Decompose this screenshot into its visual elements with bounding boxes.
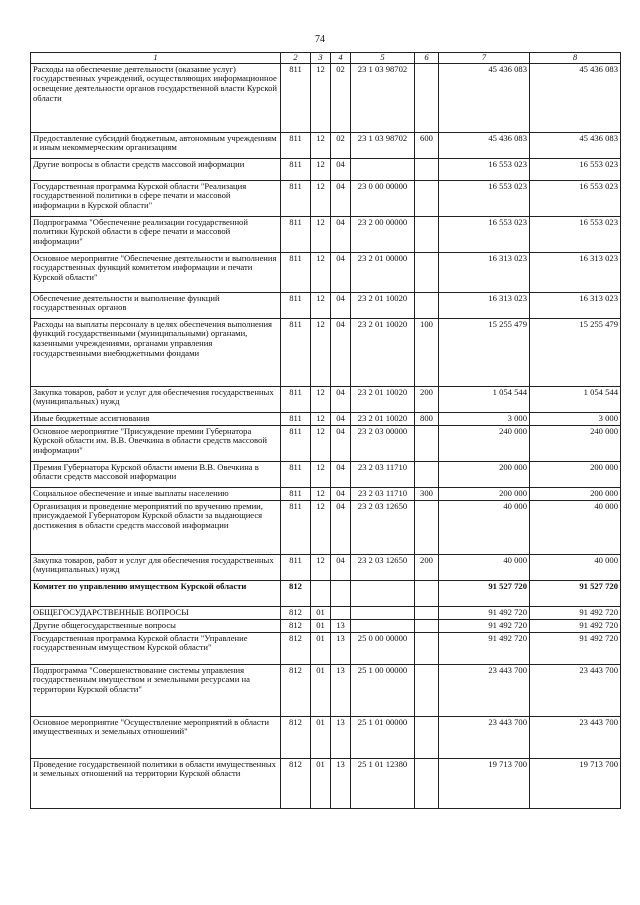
table-row xyxy=(31,487,621,500)
row-name: ОБЩЕГОСУДАРСТВЕННЫЕ ВОПРОСЫ xyxy=(31,606,281,619)
row-amount-year2: 91 492 720 xyxy=(530,606,621,619)
table-row xyxy=(31,716,621,758)
row-name: Социальное обеспечение и иные выплаты населению xyxy=(31,487,281,500)
row-amount-year1: 200 000 xyxy=(439,461,530,487)
table-row xyxy=(31,318,621,386)
table-row xyxy=(31,500,621,554)
page-number: 74 xyxy=(315,34,325,45)
row-amount-year2: 23 443 700 xyxy=(530,716,621,758)
row-ved-code: 811 xyxy=(281,425,311,461)
row-expense-type xyxy=(415,292,439,318)
row-subsection-code: 04 xyxy=(331,461,351,487)
row-name: Подпрограмма "Совершенствование системы управления государственным имуществом и земельными ресурсами на территории Курской области" xyxy=(31,664,281,716)
row-target-article: 23 2 03 11710 xyxy=(351,487,415,500)
table-row xyxy=(31,132,621,158)
row-section-code: 01 xyxy=(311,664,331,716)
row-subsection-code: 04 xyxy=(331,318,351,386)
row-amount-year2: 200 000 xyxy=(530,487,621,500)
row-name: Основное мероприятие "Присуждение премии Губернатора Курской области им. В.В. Овечкина в области средств массовой информации" xyxy=(31,425,281,461)
row-subsection-code: 04 xyxy=(331,216,351,252)
row-target-article: 23 1 03 98702 xyxy=(351,132,415,158)
row-ved-code: 812 xyxy=(281,716,311,758)
column-header: 8 xyxy=(530,53,621,64)
row-ved-code: 812 xyxy=(281,619,311,632)
row-subsection-code: 04 xyxy=(331,554,351,580)
row-name: Другие вопросы в области средств массовой информации xyxy=(31,158,281,180)
row-section-code: 12 xyxy=(311,132,331,158)
row-subsection-code: 04 xyxy=(331,292,351,318)
row-amount-year1: 23 443 700 xyxy=(439,664,530,716)
row-ved-code: 812 xyxy=(281,664,311,716)
row-amount-year2: 16 553 023 xyxy=(530,158,621,180)
row-name: Основное мероприятие "Осуществление мероприятий в области имущественных и земельных отношений" xyxy=(31,716,281,758)
row-section-code xyxy=(311,580,331,606)
row-subsection-code: 04 xyxy=(331,386,351,412)
row-subsection-code xyxy=(331,580,351,606)
row-ved-code: 811 xyxy=(281,318,311,386)
row-section-code: 12 xyxy=(311,461,331,487)
row-amount-year1: 40 000 xyxy=(439,554,530,580)
row-subsection-code: 13 xyxy=(331,619,351,632)
row-name: Комитет по управлению имуществом Курской области xyxy=(31,580,281,606)
row-amount-year2: 1 054 544 xyxy=(530,386,621,412)
row-expense-type xyxy=(415,632,439,664)
row-expense-type xyxy=(415,252,439,292)
row-section-code: 12 xyxy=(311,554,331,580)
row-target-article: 25 1 01 12380 xyxy=(351,758,415,808)
row-section-code: 12 xyxy=(311,412,331,425)
row-expense-type xyxy=(415,461,439,487)
column-header: 2 xyxy=(281,53,311,64)
row-expense-type xyxy=(415,63,439,132)
row-ved-code: 811 xyxy=(281,554,311,580)
row-amount-year2: 3 000 xyxy=(530,412,621,425)
row-subsection-code: 13 xyxy=(331,758,351,808)
row-amount-year2: 16 313 023 xyxy=(530,252,621,292)
row-target-article: 25 1 01 00000 xyxy=(351,716,415,758)
row-amount-year1: 16 553 023 xyxy=(439,216,530,252)
row-section-code: 01 xyxy=(311,716,331,758)
row-ved-code: 812 xyxy=(281,606,311,619)
row-name: Другие общегосударственные вопросы xyxy=(31,619,281,632)
row-expense-type: 300 xyxy=(415,487,439,500)
row-expense-type xyxy=(415,500,439,554)
row-subsection-code xyxy=(331,606,351,619)
row-amount-year2: 40 000 xyxy=(530,500,621,554)
row-ved-code: 811 xyxy=(281,252,311,292)
row-amount-year2: 15 255 479 xyxy=(530,318,621,386)
row-subsection-code: 13 xyxy=(331,664,351,716)
column-header: 1 xyxy=(31,53,281,64)
row-amount-year1: 91 492 720 xyxy=(439,632,530,664)
row-name: Основное мероприятие "Обеспечение деятельности и выполнения государственных функций комитетом информации и печати Курской области" xyxy=(31,252,281,292)
row-section-code: 12 xyxy=(311,386,331,412)
row-name: Проведение государственной политики в области имущественных и земельных отношений на территории Курской области xyxy=(31,758,281,808)
row-ved-code: 811 xyxy=(281,63,311,132)
row-subsection-code: 13 xyxy=(331,716,351,758)
row-ved-code: 811 xyxy=(281,500,311,554)
row-expense-type xyxy=(415,216,439,252)
row-amount-year1: 16 313 023 xyxy=(439,292,530,318)
table-row xyxy=(31,158,621,180)
row-expense-type xyxy=(415,716,439,758)
row-expense-type xyxy=(415,180,439,216)
row-name: Закупка товаров, работ и услуг для обеспечения государственных (муниципальных) нужд xyxy=(31,554,281,580)
row-section-code: 12 xyxy=(311,180,331,216)
row-target-article: 23 2 00 00000 xyxy=(351,216,415,252)
row-expense-type xyxy=(415,158,439,180)
row-section-code: 12 xyxy=(311,216,331,252)
table-row xyxy=(31,632,621,664)
row-amount-year2: 16 553 023 xyxy=(530,180,621,216)
row-target-article xyxy=(351,606,415,619)
row-amount-year2: 91 492 720 xyxy=(530,619,621,632)
row-subsection-code: 02 xyxy=(331,132,351,158)
row-subsection-code: 13 xyxy=(331,632,351,664)
row-expense-type: 600 xyxy=(415,132,439,158)
row-target-article: 23 2 03 00000 xyxy=(351,425,415,461)
row-ved-code: 811 xyxy=(281,461,311,487)
row-ved-code: 812 xyxy=(281,580,311,606)
row-section-code: 01 xyxy=(311,619,331,632)
row-amount-year1: 91 492 720 xyxy=(439,606,530,619)
row-ved-code: 811 xyxy=(281,216,311,252)
row-amount-year1: 16 313 023 xyxy=(439,252,530,292)
row-amount-year1: 45 436 083 xyxy=(439,132,530,158)
column-header: 3 xyxy=(311,53,331,64)
row-name: Государственная программа Курской области "Реализация государственной политики в сфере печати и массовой информации в Курской области" xyxy=(31,180,281,216)
row-target-article: 23 0 00 00000 xyxy=(351,180,415,216)
table-row xyxy=(31,758,621,808)
table-row xyxy=(31,252,621,292)
row-ved-code: 812 xyxy=(281,758,311,808)
row-expense-type: 800 xyxy=(415,412,439,425)
row-subsection-code: 04 xyxy=(331,500,351,554)
table-row xyxy=(31,412,621,425)
row-name: Подпрограмма "Обеспечение реализации государственной политики Курской области в сфере печати и массовой информации" xyxy=(31,216,281,252)
row-subsection-code: 04 xyxy=(331,487,351,500)
budget-table xyxy=(30,52,621,809)
row-ved-code: 812 xyxy=(281,632,311,664)
column-header: 7 xyxy=(439,53,530,64)
row-name: Иные бюджетные ассигнования xyxy=(31,412,281,425)
row-section-code: 01 xyxy=(311,632,331,664)
row-target-article: 23 2 01 10020 xyxy=(351,386,415,412)
row-name: Расходы на выплаты персоналу в целях обеспечения выполнения функций государственными (муниципальными) органами, казенными учреждениями, органами управления государственными внебюджетными фондами xyxy=(31,318,281,386)
row-section-code: 01 xyxy=(311,758,331,808)
row-expense-type: 200 xyxy=(415,386,439,412)
column-header: 5 xyxy=(351,53,415,64)
row-expense-type xyxy=(415,606,439,619)
row-section-code: 12 xyxy=(311,292,331,318)
row-name: Закупка товаров, работ и услуг для обеспечения государственных (муниципальных) нужд xyxy=(31,386,281,412)
row-amount-year2: 16 553 023 xyxy=(530,216,621,252)
table-header-row xyxy=(31,53,621,64)
row-expense-type xyxy=(415,619,439,632)
row-section-code: 12 xyxy=(311,252,331,292)
row-target-article: 23 2 03 12650 xyxy=(351,500,415,554)
row-name: Организация и проведение мероприятий по вручению премии, присуждаемой Губернатором Курской области за выдающиеся достижения в области средств массовой информации xyxy=(31,500,281,554)
row-amount-year1: 23 443 700 xyxy=(439,716,530,758)
row-amount-year1: 240 000 xyxy=(439,425,530,461)
row-ved-code: 811 xyxy=(281,487,311,500)
table-row xyxy=(31,664,621,716)
row-section-code: 12 xyxy=(311,158,331,180)
row-amount-year2: 23 443 700 xyxy=(530,664,621,716)
row-subsection-code: 04 xyxy=(331,425,351,461)
row-subsection-code: 02 xyxy=(331,63,351,132)
row-amount-year1: 16 553 023 xyxy=(439,180,530,216)
row-amount-year2: 91 527 720 xyxy=(530,580,621,606)
row-section-code: 12 xyxy=(311,425,331,461)
table-row xyxy=(31,180,621,216)
row-amount-year1: 91 527 720 xyxy=(439,580,530,606)
row-subsection-code: 04 xyxy=(331,412,351,425)
table-row xyxy=(31,425,621,461)
row-amount-year2: 200 000 xyxy=(530,461,621,487)
row-amount-year2: 45 436 083 xyxy=(530,132,621,158)
row-amount-year1: 19 713 700 xyxy=(439,758,530,808)
row-amount-year1: 45 436 083 xyxy=(439,63,530,132)
table-row xyxy=(31,606,621,619)
row-expense-type: 200 xyxy=(415,554,439,580)
row-amount-year1: 15 255 479 xyxy=(439,318,530,386)
row-target-article: 23 2 01 10020 xyxy=(351,318,415,386)
row-section-code: 12 xyxy=(311,500,331,554)
row-target-article: 23 2 01 10020 xyxy=(351,412,415,425)
table-row xyxy=(31,619,621,632)
table-row xyxy=(31,580,621,606)
row-ved-code: 811 xyxy=(281,180,311,216)
row-target-article: 23 2 01 00000 xyxy=(351,252,415,292)
row-target-article: 23 2 01 10020 xyxy=(351,292,415,318)
table-row xyxy=(31,216,621,252)
row-amount-year2: 45 436 083 xyxy=(530,63,621,132)
row-subsection-code: 04 xyxy=(331,180,351,216)
row-amount-year1: 3 000 xyxy=(439,412,530,425)
column-header: 6 xyxy=(415,53,439,64)
row-target-article: 23 2 03 11710 xyxy=(351,461,415,487)
row-expense-type xyxy=(415,758,439,808)
row-target-article xyxy=(351,580,415,606)
row-target-article xyxy=(351,158,415,180)
row-ved-code: 811 xyxy=(281,132,311,158)
row-amount-year1: 91 492 720 xyxy=(439,619,530,632)
row-subsection-code: 04 xyxy=(331,252,351,292)
row-name: Государственная программа Курской области "Управление государственным имуществом Курской области" xyxy=(31,632,281,664)
row-amount-year1: 16 553 023 xyxy=(439,158,530,180)
row-name: Расходы на обеспечение деятельности (оказание услуг) государственных учреждений, осуществляющих информационное освещение деятельности органов государственной власти Курской области xyxy=(31,63,281,132)
row-ved-code: 811 xyxy=(281,292,311,318)
row-expense-type xyxy=(415,664,439,716)
row-ved-code: 811 xyxy=(281,158,311,180)
row-section-code: 12 xyxy=(311,63,331,132)
row-name: Предоставление субсидий бюджетным, автономным учреждениям и иным некоммерческим организациям xyxy=(31,132,281,158)
row-amount-year2: 19 713 700 xyxy=(530,758,621,808)
row-name: Обеспечение деятельности и выполнение функций государственных органов xyxy=(31,292,281,318)
row-target-article: 23 2 03 12650 xyxy=(351,554,415,580)
row-expense-type: 100 xyxy=(415,318,439,386)
row-subsection-code: 04 xyxy=(331,158,351,180)
row-target-article xyxy=(351,619,415,632)
row-target-article: 25 1 00 00000 xyxy=(351,664,415,716)
table-row xyxy=(31,461,621,487)
row-target-article: 25 0 00 00000 xyxy=(351,632,415,664)
row-amount-year1: 200 000 xyxy=(439,487,530,500)
column-header: 4 xyxy=(331,53,351,64)
table-row xyxy=(31,554,621,580)
row-amount-year2: 91 492 720 xyxy=(530,632,621,664)
row-section-code: 01 xyxy=(311,606,331,619)
table-row xyxy=(31,63,621,132)
row-ved-code: 811 xyxy=(281,386,311,412)
row-section-code: 12 xyxy=(311,318,331,386)
row-amount-year1: 1 054 544 xyxy=(439,386,530,412)
row-amount-year1: 40 000 xyxy=(439,500,530,554)
row-expense-type xyxy=(415,580,439,606)
row-target-article: 23 1 03 98702 xyxy=(351,63,415,132)
row-expense-type xyxy=(415,425,439,461)
row-name: Премия Губернатора Курской области имени В.В. Овечкина в области средств массовой информации xyxy=(31,461,281,487)
row-amount-year2: 16 313 023 xyxy=(530,292,621,318)
table-row xyxy=(31,386,621,412)
row-ved-code: 811 xyxy=(281,412,311,425)
row-section-code: 12 xyxy=(311,487,331,500)
row-amount-year2: 240 000 xyxy=(530,425,621,461)
table-row xyxy=(31,292,621,318)
row-amount-year2: 40 000 xyxy=(530,554,621,580)
